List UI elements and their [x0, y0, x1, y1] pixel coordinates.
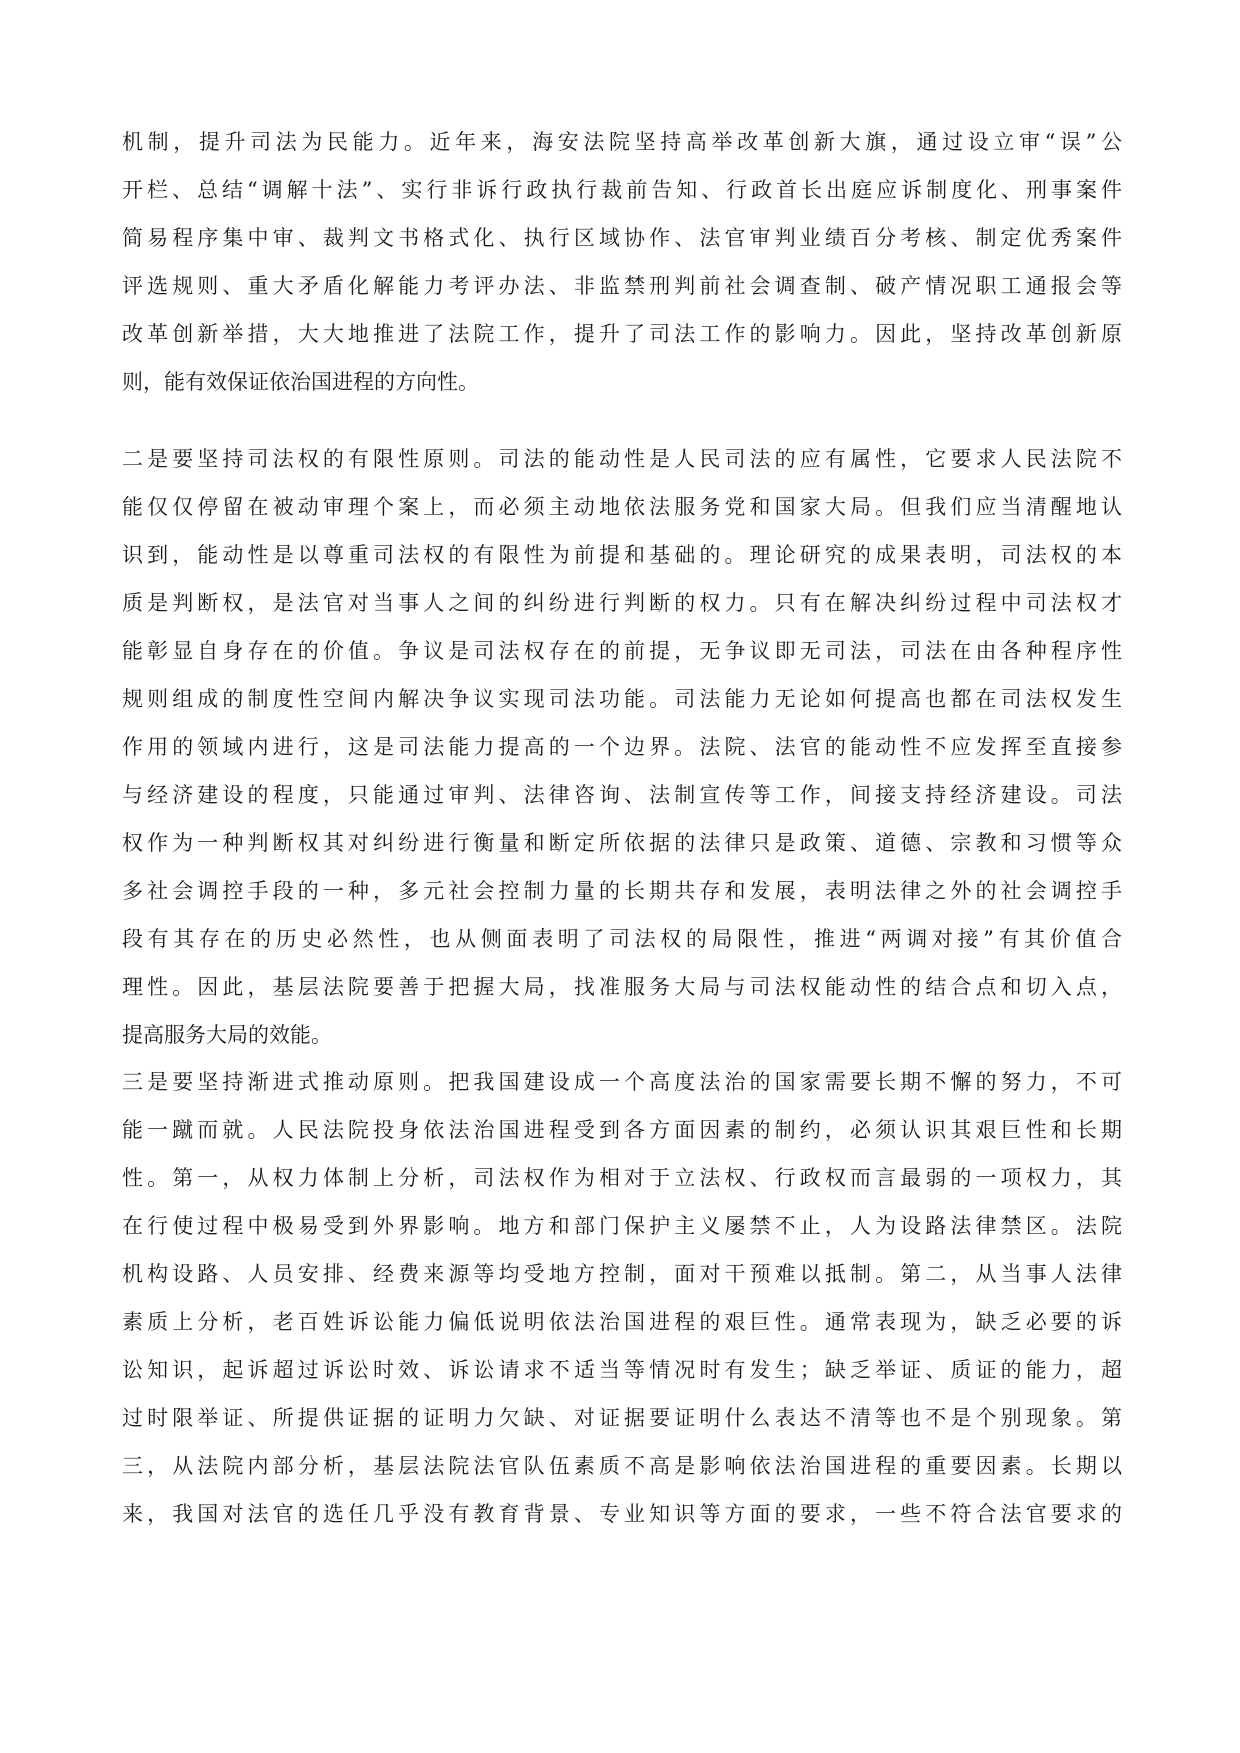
- text-line: 能一蹴而就。人民法院投身依法治国进程受到各方面因素的制约，必须认识其艰巨性和长期: [122, 1118, 1122, 1142]
- text-line: 过时限举证、所提供证据的证明力欠缺、对证据要证明什么表达不清等也不是个别现象。第: [122, 1406, 1122, 1430]
- text-line: 二是要坚持司法权的有限性原则。司法的能动性是人民司法的应有属性，它要求人民法院不: [122, 447, 1122, 471]
- text-line: 讼知识，起诉超过诉讼时效、诉讼请求不适当等情况时有发生；缺乏举证、质证的能力，超: [122, 1358, 1122, 1382]
- paragraph-reform-innovation: [122, 118, 1122, 406]
- text-line: 质是判断权，是法官对当事人之间的纠纷进行判断的权力。只有在解决纠纷过程中司法权才: [122, 591, 1122, 615]
- text-line: 来，我国对法官的选任几乎没有教育背景、专业知识等方面的要求，一些不符合法官要求的: [122, 1502, 1122, 1526]
- text-line: 能彰显自身存在的价值。争议是司法权存在的前提，无争议即无司法，司法在由各种程序性: [122, 639, 1122, 663]
- text-line: 机构设路、人员安排、经费来源等均受地方控制，面对干预难以抵制。第二，从当事人法律: [122, 1262, 1122, 1286]
- text-line: 多社会调控手段的一种，多元社会控制力量的长期共存和发展，表明法律之外的社会调控手: [122, 879, 1122, 903]
- text-line: 能仅仅停留在被动审理个案上，而必须主动地依法服务党和国家大局。但我们应当清醒地认: [122, 495, 1122, 519]
- text-line: 改革创新举措，大大地推进了法院工作，提升了司法工作的影响力。因此，坚持改革创新原: [122, 322, 1122, 346]
- text-line: 作用的领域内进行，这是司法能力提高的一个边界。法院、法官的能动性不应发挥至直接参: [122, 735, 1122, 759]
- text-line: 与经济建设的程度，只能通过审判、法律咨询、法制宣传等工作，间接支持经济建设。司法: [122, 783, 1122, 807]
- text-line: 开栏、总结“调解十法”、实行非诉行政执行裁前告知、行政首长出庭应诉制度化、刑事案件: [122, 178, 1122, 202]
- text-line: 性。第一，从权力体制上分析，司法权作为相对于立法权、行政权而言最弱的一项权力，其: [122, 1166, 1122, 1190]
- text-line: 权作为一种判断权其对纠纷进行衡量和断定所依据的法律只是政策、道德、宗教和习惯等众: [122, 831, 1122, 855]
- text-line: 规则组成的制度性空间内解决争议实现司法功能。司法能力无论如何提高也都在司法权发生: [122, 687, 1122, 711]
- text-line: 机制，提升司法为民能力。近年来，海安法院坚持高举改革创新大旗，通过设立审“误”公: [122, 130, 1122, 154]
- text-line: 段有其存在的历史必然性，也从侧面表明了司法权的局限性，推进“两调对接”有其价值合: [122, 927, 1122, 951]
- text-line: 简易程序集中审、裁判文书格式化、执行区域协作、法官审判业绩百分考核、制定优秀案件: [122, 226, 1122, 250]
- text-line: 识到，能动性是以尊重司法权的有限性为前提和基础的。理论研究的成果表明，司法权的本: [122, 543, 1122, 567]
- paragraph-gradual-promotion: [122, 1058, 1122, 1538]
- text-line: 在行使过程中极易受到外界影响。地方和部门保护主义屡禁不止，人为设路法律禁区。法院: [122, 1214, 1122, 1238]
- text-line: 则，能有效保证依治国进程的方向性。: [122, 370, 479, 394]
- text-line: 提高服务大局的效能。: [122, 1023, 332, 1047]
- text-line: 三，从法院内部分析，基层法院法官队伍素质不高是影响依法治国进程的重要因素。长期以: [122, 1454, 1122, 1478]
- text-line: 评选规则、重大矛盾化解能力考评办法、非监禁刑判前社会调查制、破产情况职工通报会等: [122, 274, 1122, 298]
- paragraph-limited-judicial-power: [122, 435, 1122, 1059]
- text-line: 素质上分析，老百姓诉讼能力偏低说明依法治国进程的艰巨性。通常表现为，缺乏必要的诉: [122, 1310, 1122, 1334]
- text-line: 理性。因此，基层法院要善于把握大局，找准服务大局与司法权能动性的结合点和切入点，: [122, 975, 1122, 999]
- text-line: 三是要坚持渐进式推动原则。把我国建设成一个高度法治的国家需要长期不懈的努力，不可: [122, 1070, 1122, 1094]
